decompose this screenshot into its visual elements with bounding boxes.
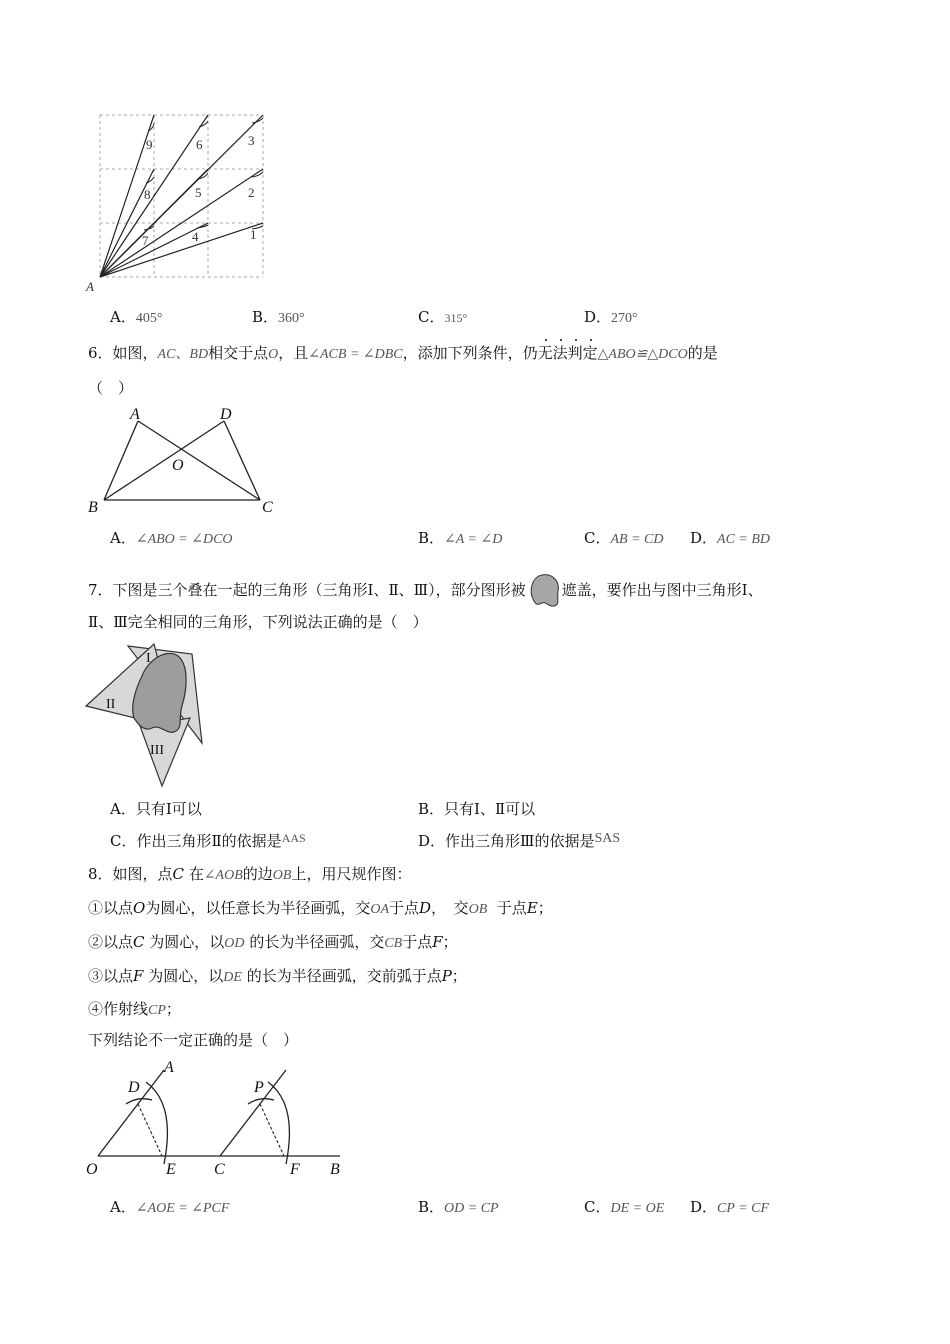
- point-f: F: [290, 1161, 300, 1178]
- q8-text: ；: [442, 933, 458, 951]
- point-a: A: [164, 1059, 174, 1076]
- q8-step-4: [88, 998, 181, 1019]
- angle-label-6: 6: [196, 137, 203, 152]
- option-value: ∠ABO = ∠DCO: [135, 532, 233, 547]
- option-value: 270°: [611, 311, 638, 326]
- angle-label-2: 2: [248, 185, 255, 200]
- q8-text: 在: [188, 865, 204, 883]
- point-d: D: [128, 1079, 140, 1096]
- angle-label-8: 8: [144, 187, 151, 202]
- q6-stem: [88, 342, 718, 363]
- q7-option-a[interactable]: A．只有Ⅰ可以: [110, 800, 202, 818]
- q6-option-d[interactable]: [690, 527, 770, 548]
- q8-point: O: [133, 899, 146, 917]
- point-o: O: [86, 1161, 98, 1178]
- q6-text-2: 相交于点: [208, 344, 269, 362]
- option-math: SAS: [594, 831, 621, 846]
- label-ii: II: [106, 697, 116, 712]
- arc-de: [146, 1082, 167, 1164]
- q8-text: ①以点: [88, 899, 134, 917]
- segment-pf: [260, 1104, 284, 1156]
- point-e: E: [166, 1161, 176, 1178]
- q6-option-b[interactable]: [418, 527, 502, 548]
- q6-text-5: 的是: [687, 344, 718, 362]
- q8-text: 于点: [402, 933, 433, 951]
- point-d: D: [220, 406, 232, 423]
- q8-option-a[interactable]: [110, 1196, 229, 1217]
- q6-text-1: 6．如图，: [88, 344, 158, 362]
- q7-stem-line-2: Ⅱ、Ⅲ完全相同的三角形，下列说法正确的是（ ）: [88, 613, 428, 631]
- q6-text-4: ，添加下列条件，仍: [402, 344, 538, 362]
- q7-option-c[interactable]: [110, 830, 306, 851]
- q8-math: OA: [370, 902, 390, 917]
- q8-text: ， 交: [431, 899, 469, 917]
- q8-math: CB: [384, 936, 403, 951]
- point-b: B: [330, 1161, 340, 1178]
- q6-paren: （ ）: [88, 379, 134, 397]
- q8-point-c: C: [172, 865, 185, 883]
- option-letter: B．: [418, 529, 445, 547]
- option-letter: B．: [418, 1198, 445, 1216]
- q8-step-2: [88, 931, 458, 952]
- q5-option-a[interactable]: [110, 306, 162, 327]
- q8-text: 的长为半径画弧，交前弧于点: [246, 967, 442, 985]
- q8-math: CP: [148, 1003, 166, 1018]
- q5-figure: [80, 105, 280, 295]
- option-text: C．作出三角形Ⅱ的依据是: [110, 832, 282, 850]
- q6-option-a[interactable]: [110, 527, 233, 548]
- option-value: 360°: [278, 311, 305, 326]
- option-value: ∠A = ∠D: [444, 532, 503, 547]
- q7-text-2: 遮盖，要作出与图中三角形Ⅰ、: [561, 581, 763, 599]
- q8-step-1: [88, 897, 553, 918]
- q7-option-d[interactable]: [418, 830, 620, 851]
- q7-option-b[interactable]: B．只有Ⅰ、Ⅱ可以: [418, 800, 536, 818]
- option-letter: D．: [584, 308, 612, 326]
- point-b: B: [88, 499, 98, 516]
- point-p: P: [254, 1079, 264, 1096]
- q8-figure: [82, 1056, 352, 1178]
- arc-fp: [268, 1082, 289, 1164]
- q6-emphasis: 无法判定: [538, 344, 598, 362]
- q8-text: ②以点: [88, 933, 134, 951]
- option-letter: C．: [418, 308, 445, 326]
- option-letter: A．: [110, 1198, 136, 1216]
- q8-option-d[interactable]: [690, 1196, 769, 1217]
- q6-text-3: ，且: [278, 344, 309, 362]
- option-value: 315°: [444, 311, 468, 325]
- q8-math: ∠AOB: [203, 868, 243, 883]
- angle-label-3: 3: [248, 133, 255, 148]
- q8-point: F: [133, 967, 144, 985]
- option-value: ∠AOE = ∠PCF: [135, 1201, 230, 1216]
- q8-stem: [88, 863, 411, 884]
- option-letter: A．: [110, 308, 136, 326]
- q8-text: 8．如图，点: [88, 865, 173, 883]
- q8-step-3: [88, 965, 467, 986]
- q8-text: ③以点: [88, 967, 134, 985]
- option-letter: D．: [690, 529, 718, 547]
- option-letter: A．: [110, 529, 136, 547]
- option-value: AB = CD: [610, 532, 664, 547]
- q5-option-d[interactable]: [584, 306, 638, 327]
- q8-point: E: [526, 899, 538, 917]
- option-value: OD = CP: [444, 1201, 499, 1216]
- q8-text: ；: [537, 899, 553, 917]
- q6-figure: [82, 403, 282, 518]
- option-value: 405°: [135, 311, 163, 326]
- q8-math: DE: [223, 970, 242, 985]
- q8-text: ；: [451, 967, 467, 985]
- point-a: A: [130, 406, 140, 423]
- q8-option-b[interactable]: [418, 1196, 499, 1217]
- point-o: O: [172, 457, 184, 474]
- option-letter: B．: [252, 308, 279, 326]
- q7-stem-line-1: [88, 571, 763, 609]
- q8-text: 为圆心，以: [148, 967, 224, 985]
- q8-text: 的长为半径画弧，交: [249, 933, 385, 951]
- point-c: C: [214, 1161, 225, 1178]
- angle-label-7: 7: [142, 233, 149, 248]
- option-value: CP = CF: [717, 1201, 770, 1216]
- option-text: D．作出三角形Ⅲ的依据是: [418, 832, 595, 850]
- q8-text: ；: [165, 1000, 181, 1018]
- q8-text: 为圆心，以: [149, 933, 225, 951]
- q6-math-o: O: [268, 347, 279, 362]
- point-c: C: [262, 499, 273, 516]
- q5-option-c[interactable]: [418, 306, 467, 327]
- option-value: DE = OE: [610, 1201, 665, 1216]
- option-letter: D．: [690, 1198, 718, 1216]
- label-i: I: [146, 651, 151, 666]
- q6-math-ac-bd: AC、BD: [157, 347, 209, 362]
- q8-text: 为圆心，以任意长为半径画弧，交: [145, 899, 371, 917]
- q6-option-c[interactable]: [584, 527, 663, 548]
- q8-point: D: [419, 899, 432, 917]
- option-value: AC = BD: [717, 532, 771, 547]
- angle-label-9: 9: [146, 137, 153, 152]
- q8-question: 下列结论不一定正确的是（ ）: [88, 1031, 299, 1049]
- rays: [100, 115, 263, 277]
- q8-text: 上，用尺规作图：: [291, 865, 412, 883]
- point-label-a: A: [86, 279, 94, 294]
- q8-text: 的边: [242, 865, 273, 883]
- q7-text-1: 7．下图是三个叠在一起的三角形（三角形Ⅰ、Ⅱ、Ⅲ），部分图形被: [88, 581, 526, 599]
- blob-icon: [526, 571, 562, 609]
- angle-label-5: 5: [195, 185, 202, 200]
- q6-math-angle-eq: ∠ACB = ∠DBC: [308, 347, 403, 362]
- angle-label-1: 1: [250, 227, 257, 242]
- option-math: AAS: [281, 831, 306, 845]
- q6-math-congruence: △ABO≌△DCO: [597, 347, 688, 362]
- option-letter: C．: [584, 529, 611, 547]
- q8-point: P: [441, 967, 452, 985]
- q8-math: OB: [272, 868, 292, 883]
- q8-text: 于点: [389, 899, 420, 917]
- angle-label-4: 4: [192, 229, 199, 244]
- q8-math: OD: [224, 936, 245, 951]
- ray-cp: [220, 1070, 286, 1156]
- q7-figure: [82, 636, 212, 788]
- q8-point: C: [133, 933, 145, 951]
- q8-text: 于点: [496, 899, 527, 917]
- label-iii: III: [150, 743, 164, 758]
- q5-option-b[interactable]: [252, 306, 305, 327]
- option-letter: C．: [584, 1198, 611, 1216]
- segment-de: [138, 1104, 162, 1156]
- q8-math: OB: [468, 902, 488, 917]
- q8-point: F: [432, 933, 443, 951]
- q8-text: ④作射线: [88, 1000, 149, 1018]
- q8-option-c[interactable]: [584, 1196, 664, 1217]
